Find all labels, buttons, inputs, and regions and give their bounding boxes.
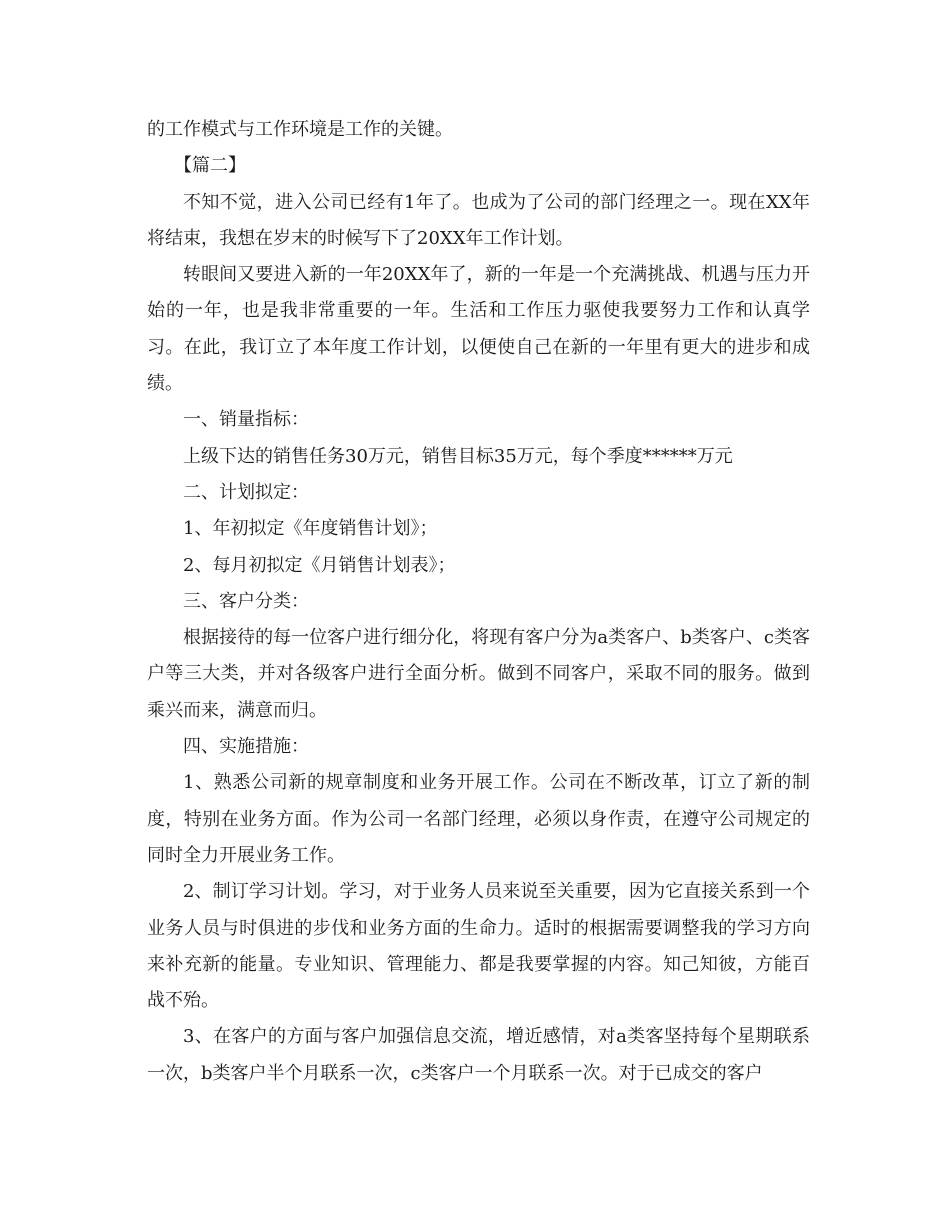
paragraph-customer-classification: 根据接待的每一位客户进行细分化，将现有客户分为a类客户、b类客户、c类客户等三大类，并对各级客户进行全面分析。做到不同客户，采取不同的服务。做到乘兴而来，满意而归。 bbox=[147, 627, 810, 721]
document-body bbox=[147, 112, 810, 1092]
list-item-monthly-plan: 2、每月初拟定《月销售计划表》； bbox=[183, 554, 456, 576]
heading-measures: 四、实施措施： bbox=[183, 736, 309, 758]
paragraph-continuation: 的工作模式与工作环境是工作的关键。 bbox=[147, 119, 453, 140]
list-item-measure-1: 1、熟悉公司新的规章制度和业务开展工作。公司在不断改革，订立了新的制度，特别在业务方面。作为公司一名部门经理，必须以身作责，在遵守公司规定的同时全力开展业务工作。 bbox=[147, 772, 810, 866]
heading-customer-classification: 三、客户分类： bbox=[183, 590, 309, 612]
heading-plan: 二、计划拟定： bbox=[183, 481, 309, 503]
paragraph-new-year: 转眼间又要进入新的一年20XX年了，新的一年是一个充满挑战、机遇与压力开始的一年，也是我非常重要的一年。生活和工作压力驱使我要努力工作和认真学习。在此，我订立了本年度工作计划，以便使自己在新的一年里有更大的进步和成绩。 bbox=[147, 264, 810, 395]
paragraph-sales-target: 上级下达的销售任务30万元，销售目标35万元，每个季度******万元 bbox=[183, 445, 733, 467]
list-item-annual-plan: 1、年初拟定《年度销售计划》； bbox=[183, 518, 438, 540]
section-marker: 【篇二】 bbox=[174, 155, 246, 177]
list-item-measure-2: 2、制订学习计划。学习，对于业务人员来说至关重要，因为它直接关系到一个业务人员与时俱进的步伐和业务方面的生命力。适时的根据需要调整我的学习方向来补充新的能量。专业知识、管理能力、都是我要掌握的内容。知己知彼，方能百战不殆。 bbox=[147, 881, 810, 1012]
heading-sales-target: 一、销量指标： bbox=[183, 409, 309, 431]
paragraph-intro: 不知不觉，进入公司已经有1年了。也成为了公司的部门经理之一。现在XX年将结束，我想在岁末的时候写下了20XX年工作计划。 bbox=[147, 191, 810, 249]
list-item-measure-3: 3、在客户的方面与客户加强信息交流，增近感情，对a类客坚持每个星期联系一次，b类客户半个月联系一次，c类客户一个月联系一次。对于已成交的客户 bbox=[147, 1026, 810, 1084]
